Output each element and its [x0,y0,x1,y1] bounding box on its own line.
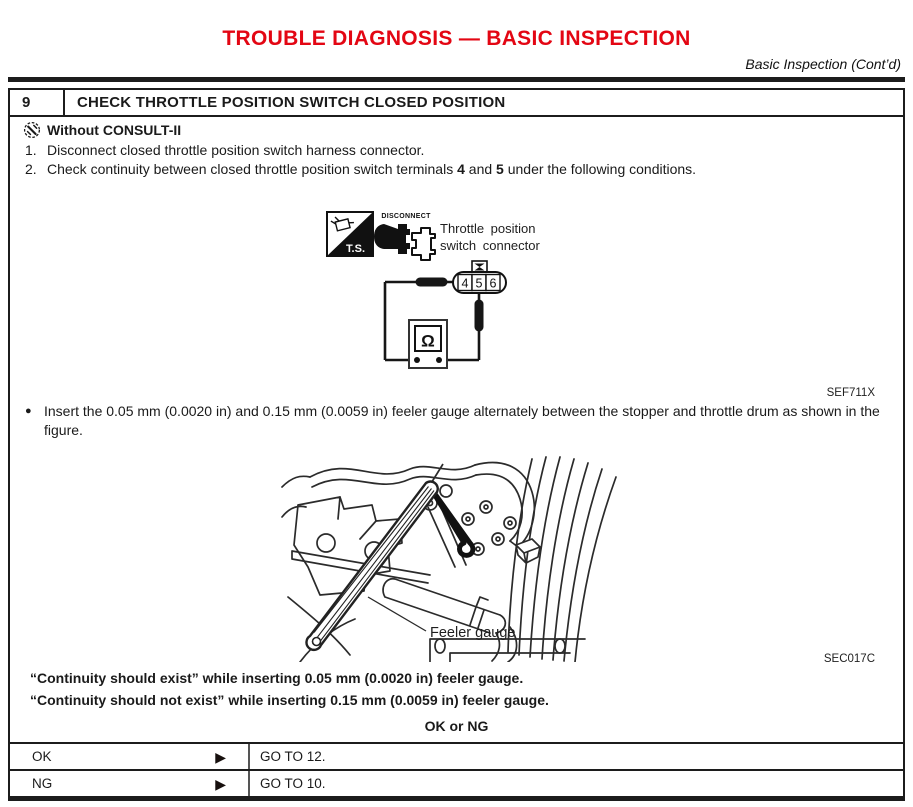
bullet-icon: ● [25,405,32,417]
table-row-ng [10,769,903,796]
arrow-right-icon: ▶ [215,775,226,792]
item-text: Disconnect closed throttle position switch harness connector. [47,142,425,158]
disconnect-icon [374,213,435,260]
condition-line-2: “Continuity should not exist” while inserting 0.15 mm (0.0059 in) feeler gauge. [30,692,549,708]
note-paragraph [25,402,883,440]
terminal-5: 5 [475,276,483,291]
item-number: 1. [25,142,37,158]
terminal-4: 4 [461,276,469,291]
item-number: 2. [25,161,37,177]
step-box [8,88,905,801]
method-label: Without CONSULT-II [47,122,182,138]
figure-code-sef711x: SEF711X [826,387,875,399]
figure-code-sec017c: SEC017C [823,653,875,665]
meter-terminal-right [436,357,442,363]
ts-label: T.S. [346,243,365,255]
terminal-4-ref: 4 [457,161,465,177]
disconnect-label: DISCONNECT [381,213,431,220]
arrow-right-icon: ▶ [215,748,226,765]
section-subtitle: Basic Inspection (Cont’d) [745,56,901,72]
page-title: TROUBLE DIAGNOSIS — BASIC INSPECTION [222,27,691,50]
method-line [23,121,181,139]
feeler-gauge [306,464,472,650]
results-table [10,742,903,796]
ohmmeter [409,320,447,368]
connector-pins [453,261,506,293]
step-number: 9 [10,90,65,115]
item-text: Check continuity between closed throttle position switch terminals 4 and 5 under the following conditions. [47,161,697,177]
figure-caption-line2: switch connector [440,238,540,253]
condition-line-1: “Continuity should exist” while inserting 0.05 mm (0.0020 in) feeler gauge. [30,670,524,686]
terminal-5-ref: 5 [496,161,504,177]
ohm-symbol: Ω [421,331,435,351]
instruction-item-1 [25,142,424,158]
action-cell: GO TO 10. [260,776,326,791]
ts-icon [327,212,373,256]
label-leader-line [368,597,426,631]
action-cell: GO TO 12. [260,749,326,764]
result-cell: NG [32,776,53,791]
hand-tool-icon [23,121,41,139]
verdict-label: OK or NG [424,718,489,734]
note-text: Insert the 0.05 mm (0.0020 in) and 0.15 mm (0.0059 in) feeler gauge alternately between the stopper and throttle drum as shown in the figure. [44,403,880,438]
engine-figure [280,447,625,662]
figure-caption-line1: Throttle position [440,221,536,236]
step-title: CHECK THROTTLE POSITION SWITCH CLOSED POSITION [77,94,506,111]
feeler-gauge-label: Feeler gauge [430,625,516,641]
terminal-6: 6 [489,276,497,291]
result-cell: OK [32,749,52,764]
step-header [10,90,903,117]
divider-rule [8,77,905,82]
meter-terminal-left [414,357,420,363]
circuit-figure [320,208,560,390]
table-row-ok [10,742,903,769]
instruction-item-2 [25,161,696,177]
